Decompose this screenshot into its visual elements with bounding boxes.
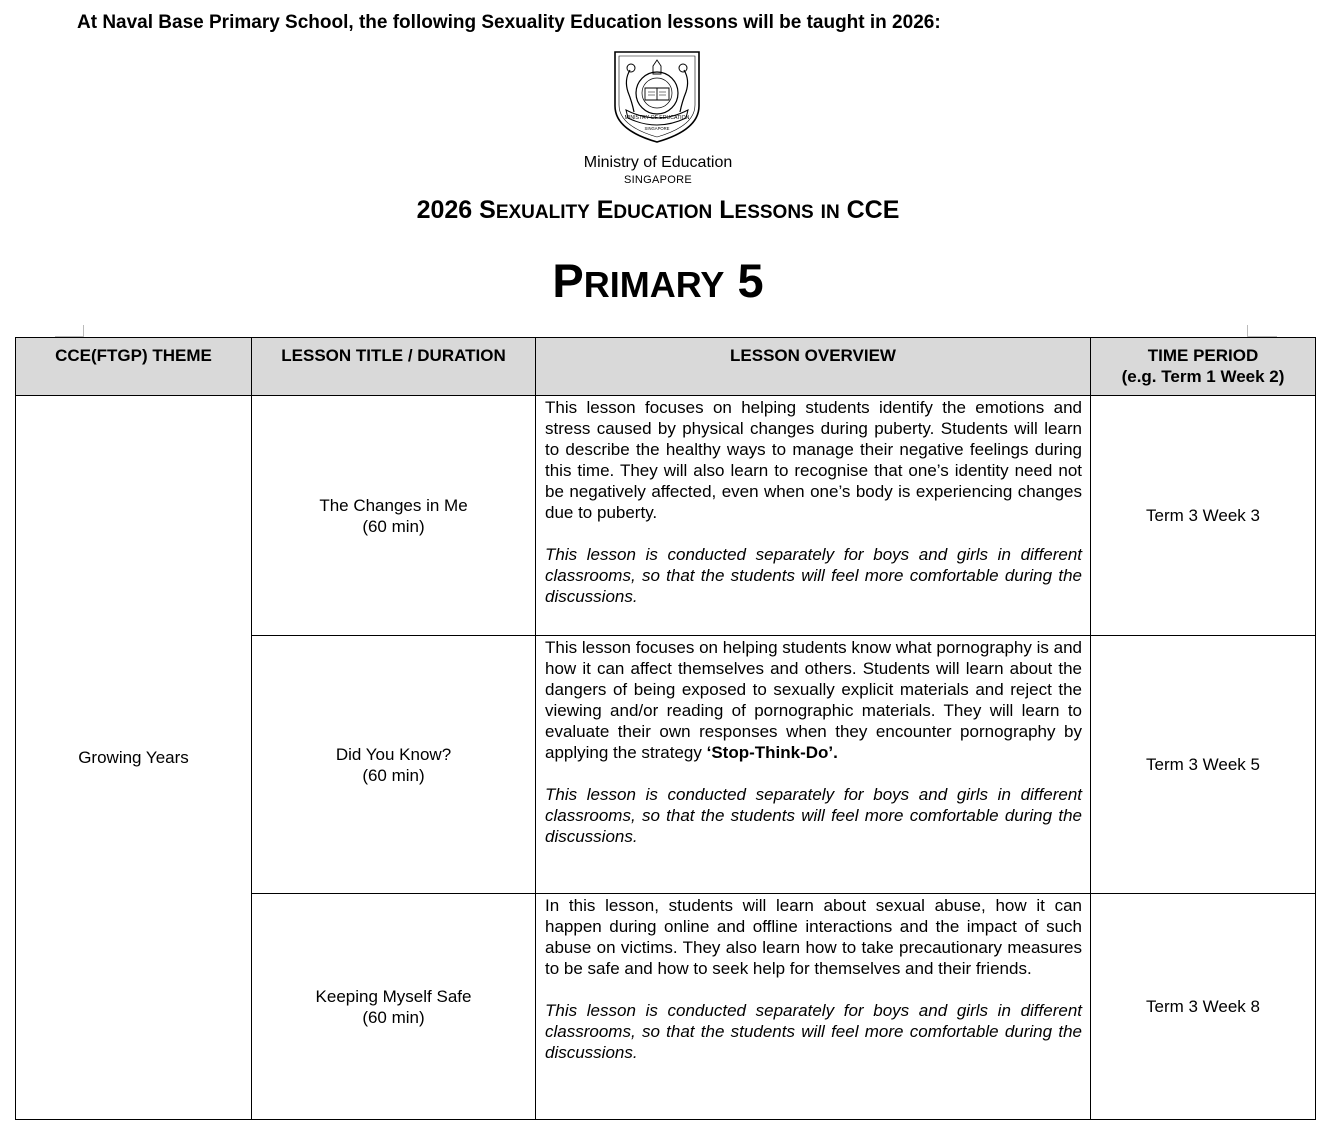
time-period-cell: Term 3 Week 3: [1091, 396, 1316, 636]
header-period: TIME PERIOD (e.g. Term 1 Week 2): [1091, 338, 1316, 396]
overview-note: This lesson is conducted separately for boys and girls in different classrooms, so that the students will feel more comfortable during the discussions.: [545, 1001, 1082, 1062]
lesson-overview-cell: [536, 894, 1091, 1120]
title-word-3: LESSONS: [719, 196, 814, 224]
overview-note: This lesson is conducted separately for boys and girls in different classrooms, so that the students will feel more comfortable during the discussions.: [545, 785, 1082, 846]
theme-cell: Growing Years: [16, 396, 252, 1120]
ministry-name: Ministry of Education: [583, 154, 733, 171]
table-row: [16, 396, 1316, 636]
moe-crest-logo: [612, 50, 702, 144]
header-lesson: LESSON TITLE / DURATION: [252, 338, 536, 396]
lesson-title-cell: Did You Know? (60 min): [252, 636, 536, 894]
document-title: [0, 196, 1316, 225]
overview-text: This lesson focuses on helping students identify the emotions and stress caused by physical changes during puberty. Students will learn to describe the healthy ways to manage their negative feelings during this time. They will also learn to recognise that one’s identity need not be negatively affected, even when one’s body is experiencing changes due to puberty.: [545, 398, 1082, 522]
lesson-title-cell: The Changes in Me (60 min): [252, 396, 536, 636]
lesson-overview-cell: [536, 396, 1091, 636]
title-word-1: SEXUALITY: [479, 196, 590, 224]
title-year: 2026: [416, 196, 473, 224]
overview-note: This lesson is conducted separately for boys and girls in different classrooms, so that the students will feel more comfortable during the discussions.: [545, 545, 1082, 606]
crest-ribbon-text: MINISTRY OF EDUCATION: [624, 115, 690, 121]
table-header-row: [16, 338, 1316, 396]
crest-base-text: SINGAPORE: [644, 126, 670, 131]
header-theme: CCE(FTGP) THEME: [16, 338, 252, 396]
lesson-overview-cell: [536, 636, 1091, 894]
lessons-table: [15, 337, 1316, 1120]
title-word-5: CCE: [846, 196, 900, 224]
ministry-country: SINGAPORE: [623, 174, 693, 186]
title-word-4: IN: [820, 202, 840, 223]
time-period-cell: Term 3 Week 8: [1091, 894, 1316, 1120]
overview-text: This lesson focuses on helping students know what pornography is and how it can affect themselves and others. Students will learn about the dangers of being exposed to sexually explicit materials and reject the viewing and/or reading of pornographic materials. They will learn to evaluate their own responses when they encounter pornography by applying the strategy ‘Stop-Think-Do’.: [545, 638, 1082, 762]
lesson-title-cell: Keeping Myself Safe (60 min): [252, 894, 536, 1120]
title-word-2: EDUCATION: [596, 196, 713, 224]
time-period-cell: Term 3 Week 5: [1091, 636, 1316, 894]
level-title: PRIMARY 5: [552, 254, 764, 307]
table-corner-mark-left: [83, 325, 84, 337]
strategy-name: ‘Stop-Think-Do’.: [706, 743, 838, 762]
header-overview: LESSON OVERVIEW: [536, 338, 1091, 396]
overview-text: In this lesson, students will learn about sexual abuse, how it can happen during online and offline interactions and the impact of such abuse on victims. They also learn how to take precautionary measures to be safe and how to seek help for themselves and their friends.: [545, 896, 1082, 978]
intro-text: At Naval Base Primary School, the following Sexuality Education lessons will be taught in 2026:: [77, 12, 941, 33]
